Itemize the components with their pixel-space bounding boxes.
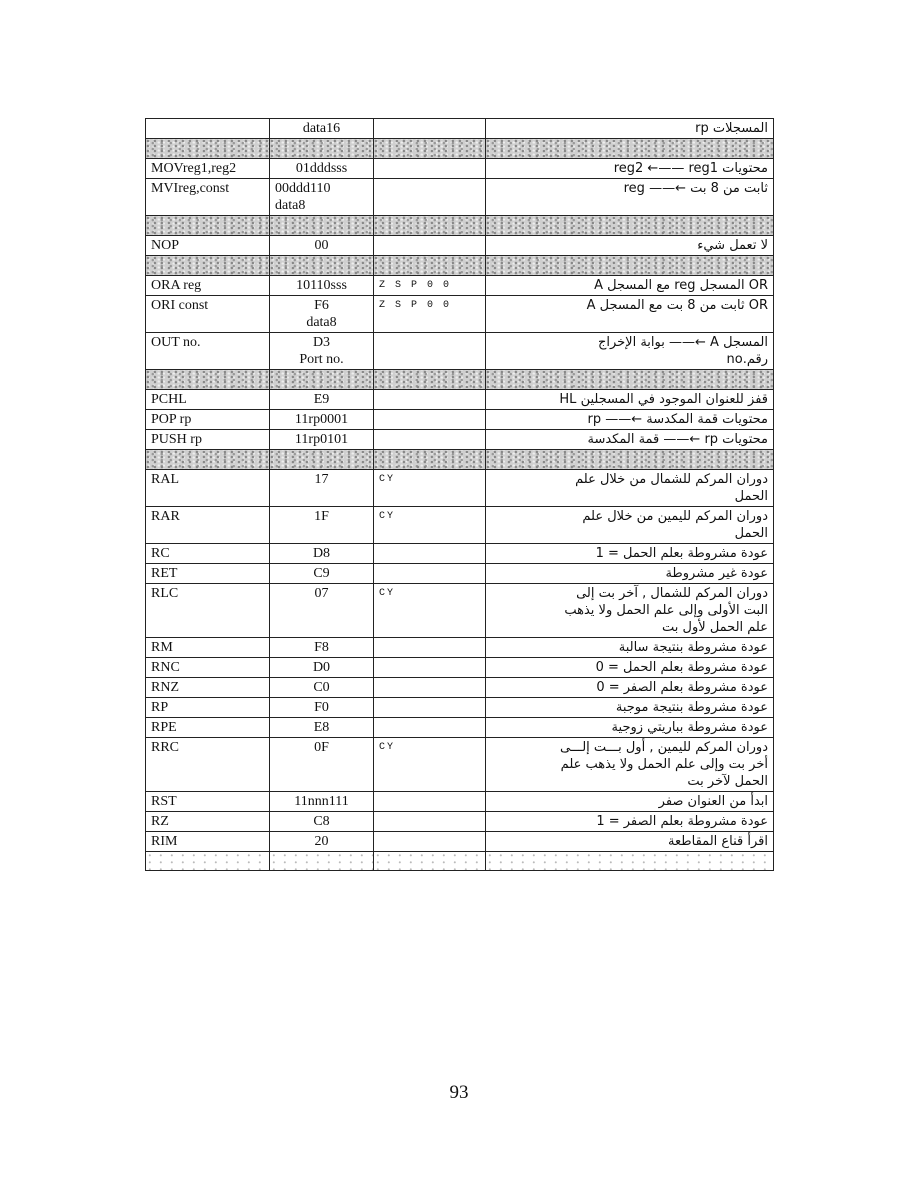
table-row — [146, 812, 774, 832]
separator-cell — [146, 450, 270, 470]
flags-cell: Z S P 0 0 — [374, 276, 486, 296]
table-row — [146, 544, 774, 564]
mnemonic-cell: MVIreg,const — [146, 179, 270, 216]
opcode-cell: data16 — [270, 119, 374, 139]
flags-cell — [374, 430, 486, 450]
flags-cell — [374, 544, 486, 564]
separator-row — [146, 852, 774, 871]
opcode-cell: 20 — [270, 832, 374, 852]
mnemonic-cell: RET — [146, 564, 270, 584]
description-cell: المسجل A ←—— بوابة الإخراج رقم.no — [486, 333, 774, 370]
separator-cell — [270, 139, 374, 159]
table-row — [146, 832, 774, 852]
table-row — [146, 296, 774, 333]
flags-cell: CY — [374, 470, 486, 507]
table-row — [146, 678, 774, 698]
instruction-table-body — [146, 119, 774, 871]
separator-cell — [146, 139, 270, 159]
separator-cell — [270, 450, 374, 470]
flags-cell: CY — [374, 584, 486, 638]
table-row — [146, 470, 774, 507]
separator-cell — [374, 139, 486, 159]
separator-cell — [486, 852, 774, 871]
flags-cell — [374, 333, 486, 370]
description-cell: عودة مشروطة بعلم الحمل = 0 — [486, 658, 774, 678]
mnemonic-cell: RP — [146, 698, 270, 718]
separator-cell — [270, 852, 374, 871]
table-row — [146, 738, 774, 792]
opcode-cell: D0 — [270, 658, 374, 678]
flags-cell — [374, 812, 486, 832]
separator-row — [146, 370, 774, 390]
opcode-cell: D8 — [270, 544, 374, 564]
description-cell: محتويات قمة المكدسة ←—— rp — [486, 410, 774, 430]
description-cell: عودة مشروطة بباريتي زوجية — [486, 718, 774, 738]
flags-cell: CY — [374, 507, 486, 544]
flags-cell — [374, 179, 486, 216]
separator-cell — [374, 852, 486, 871]
description-cell: لا تعمل شيء — [486, 236, 774, 256]
description-cell: عودة مشروطة بعلم الصفر = 0 — [486, 678, 774, 698]
description-cell: محتويات rp ←—— قمة المكدسة — [486, 430, 774, 450]
mnemonic-cell: RM — [146, 638, 270, 658]
description-cell: دوران المركم للشمال من خلال علم الحمل — [486, 470, 774, 507]
table-row — [146, 410, 774, 430]
description-cell: عودة مشروطة بنتيجة موجبة — [486, 698, 774, 718]
separator-cell — [486, 139, 774, 159]
flags-cell — [374, 159, 486, 179]
description-cell: ابدأ من العنوان صفر — [486, 792, 774, 812]
page-number: 93 — [449, 1082, 469, 1103]
opcode-cell: 17 — [270, 470, 374, 507]
mnemonic-cell: PCHL — [146, 390, 270, 410]
separator-row — [146, 256, 774, 276]
separator-cell — [146, 370, 270, 390]
description-cell: ثابت من 8 بت ←—— reg — [486, 179, 774, 216]
description-cell: قفز للعنوان الموجود في المسجلين HL — [486, 390, 774, 410]
mnemonic-cell: RAL — [146, 470, 270, 507]
description-cell: اقرأ قناع المقاطعة — [486, 832, 774, 852]
description-cell: دوران المركم لليمين , أول بـــت إلـــى أخر بت وإلى علم الحمل ولا يذهب علم الحمل لآخر بت — [486, 738, 774, 792]
table-row — [146, 584, 774, 638]
description-cell: عودة غير مشروطة — [486, 564, 774, 584]
opcode-cell: F6 data8 — [270, 296, 374, 333]
mnemonic-cell: PUSH rp — [146, 430, 270, 450]
mnemonic-cell: RPE — [146, 718, 270, 738]
flags-cell — [374, 638, 486, 658]
separator-row — [146, 216, 774, 236]
table-row — [146, 792, 774, 812]
separator-cell — [146, 216, 270, 236]
description-cell: المسجلات rp — [486, 119, 774, 139]
flags-cell: CY — [374, 738, 486, 792]
flags-cell — [374, 390, 486, 410]
mnemonic-cell: OUT no. — [146, 333, 270, 370]
table-row — [146, 276, 774, 296]
mnemonic-cell: ORI const — [146, 296, 270, 333]
flags-cell — [374, 718, 486, 738]
mnemonic-cell: MOVreg1,reg2 — [146, 159, 270, 179]
description-cell: محتويات reg2 ←—— reg1 — [486, 159, 774, 179]
description-cell: عودة مشروطة بنتيجة سالبة — [486, 638, 774, 658]
table-row — [146, 718, 774, 738]
flags-cell: Z S P 0 0 — [374, 296, 486, 333]
table-row — [146, 658, 774, 678]
separator-cell — [486, 216, 774, 236]
opcode-cell: F0 — [270, 698, 374, 718]
flags-cell — [374, 678, 486, 698]
flags-cell — [374, 832, 486, 852]
mnemonic-cell: RNC — [146, 658, 270, 678]
opcode-cell: 11nnn111 — [270, 792, 374, 812]
description-cell: عودة مشروطة بعلم الحمل = 1 — [486, 544, 774, 564]
separator-cell — [146, 256, 270, 276]
opcode-cell: 01dddsss — [270, 159, 374, 179]
mnemonic-cell: RZ — [146, 812, 270, 832]
table-row — [146, 179, 774, 216]
flags-cell — [374, 658, 486, 678]
separator-cell — [374, 216, 486, 236]
mnemonic-cell: NOP — [146, 236, 270, 256]
instruction-table — [145, 118, 774, 871]
description-cell: عودة مشروطة بعلم الصفر = 1 — [486, 812, 774, 832]
opcode-cell: 11rp0001 — [270, 410, 374, 430]
separator-cell — [486, 450, 774, 470]
opcode-cell: D3 Port no. — [270, 333, 374, 370]
separator-row — [146, 139, 774, 159]
opcode-cell: 1F — [270, 507, 374, 544]
opcode-cell: 11rp0101 — [270, 430, 374, 450]
separator-cell — [486, 256, 774, 276]
description-cell: دوران المركم للشمال , آخر بت إلى البت الأولى وإلى علم الحمل ولا يذهب علم الحمل لأول بت — [486, 584, 774, 638]
table-row — [146, 333, 774, 370]
opcode-cell: C0 — [270, 678, 374, 698]
table-row — [146, 507, 774, 544]
flags-cell — [374, 410, 486, 430]
mnemonic-cell: POP rp — [146, 410, 270, 430]
mnemonic-cell: RAR — [146, 507, 270, 544]
description-cell: دوران المركم لليمين من خلال علم الحمل — [486, 507, 774, 544]
mnemonic-cell: ORA reg — [146, 276, 270, 296]
description-cell: OR المسجل reg مع المسجل A — [486, 276, 774, 296]
table-row — [146, 698, 774, 718]
separator-cell — [374, 256, 486, 276]
opcode-cell: 10110sss — [270, 276, 374, 296]
mnemonic-cell: RNZ — [146, 678, 270, 698]
mnemonic-cell: RLC — [146, 584, 270, 638]
flags-cell — [374, 236, 486, 256]
opcode-cell: F8 — [270, 638, 374, 658]
table-row — [146, 236, 774, 256]
mnemonic-cell: RRC — [146, 738, 270, 792]
opcode-cell: 07 — [270, 584, 374, 638]
separator-cell — [270, 370, 374, 390]
mnemonic-cell: RIM — [146, 832, 270, 852]
opcode-cell: C8 — [270, 812, 374, 832]
opcode-cell: E8 — [270, 718, 374, 738]
flags-cell — [374, 792, 486, 812]
table-row — [146, 638, 774, 658]
mnemonic-cell: RST — [146, 792, 270, 812]
separator-cell — [374, 450, 486, 470]
opcode-cell: C9 — [270, 564, 374, 584]
flags-cell — [374, 698, 486, 718]
separator-row — [146, 450, 774, 470]
mnemonic-cell — [146, 119, 270, 139]
separator-cell — [270, 256, 374, 276]
flags-cell — [374, 564, 486, 584]
opcode-cell: 00ddd110 data8 — [270, 179, 374, 216]
table-row — [146, 119, 774, 139]
table-row — [146, 564, 774, 584]
table-row — [146, 390, 774, 410]
separator-cell — [146, 852, 270, 871]
table-row — [146, 159, 774, 179]
separator-cell — [486, 370, 774, 390]
opcode-cell: 0F — [270, 738, 374, 792]
opcode-cell: E9 — [270, 390, 374, 410]
description-cell: OR ثابت من 8 بت مع المسجل A — [486, 296, 774, 333]
separator-cell — [374, 370, 486, 390]
table-row — [146, 430, 774, 450]
opcode-cell: 00 — [270, 236, 374, 256]
separator-cell — [270, 216, 374, 236]
flags-cell — [374, 119, 486, 139]
mnemonic-cell: RC — [146, 544, 270, 564]
